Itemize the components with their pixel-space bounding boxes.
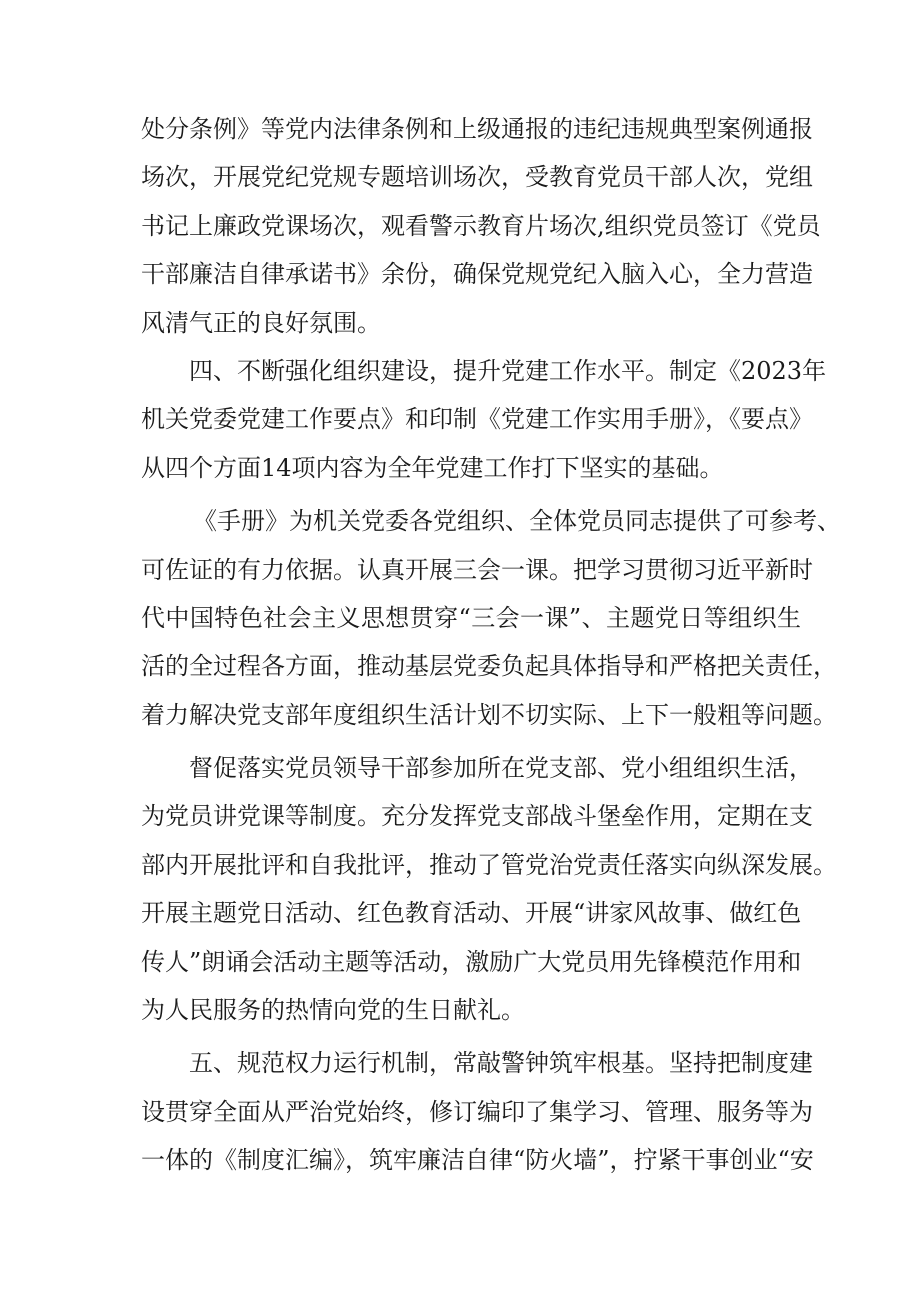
text-line: 为人民服务的热情向党的生日献礼。 — [141, 996, 525, 1025]
text-line: 设贯穿全面从严治党始终，修订编印了集学习、管理、服务等为 — [141, 1097, 813, 1126]
section-heading-line: 五、规范权力运行机制，常敲警钟筑牢根基。坚持把制度建 — [189, 1049, 813, 1078]
text-line: 可佐证的有力依据。认真开展三会一课。把学习贯彻习近平新时 — [141, 555, 813, 584]
document-body — [141, 105, 841, 1185]
text-line: 着力解决党支部年度组织生活计划不切实际、上下一般粗等问题。 — [141, 700, 837, 729]
text-line: 为党员讲党课等制度。充分发挥党支部战斗堡垒作用，定期在支 — [141, 802, 813, 831]
text-line: 风清气正的良好氛围。 — [141, 308, 381, 337]
text-line: 从四个方面14项内容为全年党建工作打下坚实的基础。 — [141, 453, 724, 482]
text-line: 干部廉洁自律承诺书》余份，确保党规党纪入脑入心，全力营造 — [141, 260, 813, 289]
text-line: 处分条例》等党内法律条例和上级通报的违纪违规典型案例通报 — [141, 115, 813, 143]
text-line: 场次，开展党纪党规专题培训场次，受教育党员干部人次，党组 — [141, 163, 813, 192]
paragraph-start-line: 督促落实党员领导干部参加所在党支部、党小组组织生活， — [189, 754, 813, 783]
text-line: 部内开展批评和自我批评，推动了管党治党责任落实向纵深发展。 — [141, 850, 837, 879]
text-line: 活的全过程各方面，推动基层党委负起具体指导和严格把关责任， — [141, 652, 837, 681]
text-line: 传人”朗诵会活动主题等活动，激励广大党员用先锋模范作用和 — [141, 947, 802, 976]
section-heading-line: 四、不断强化组织建设，提升党建工作水平。制定《2023年 — [189, 356, 827, 385]
text-line: 机关党委党建工作要点》和印制《党建工作实用手册》，《要点》 — [141, 405, 813, 434]
text-line: 代中国特色社会主义思想贯穿“三会一课”、主题党日等组织生 — [141, 603, 801, 632]
text-line: 开展主题党日活动、红色教育活动、开展“讲家风故事、做红色 — [141, 899, 802, 928]
text-line: 一体的《制度汇编》，筑牢廉洁自律“防火墙”，拧紧干事创业“安 — [141, 1146, 814, 1175]
text-line: 书记上廉政党课场次，观看警示教育片场次,组织党员签订《党员 — [141, 211, 821, 240]
paragraph-start-line: 《手册》为机关党委各党组织、全体党员同志提供了可参考、 — [193, 507, 841, 536]
